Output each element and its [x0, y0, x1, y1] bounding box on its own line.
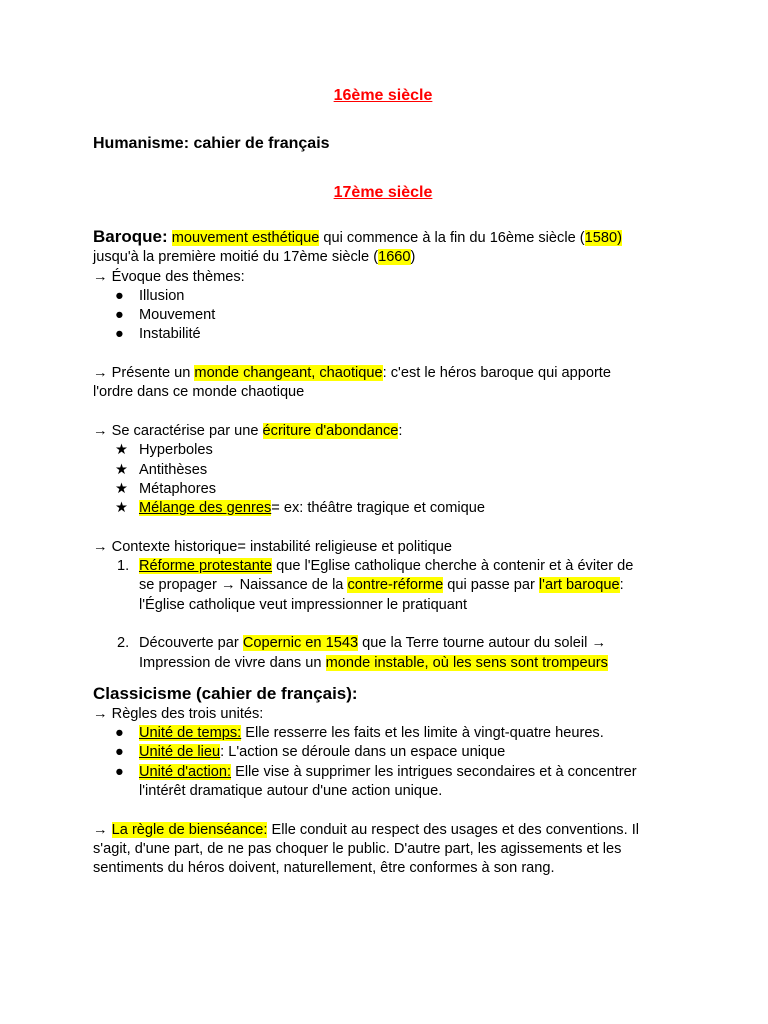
star-icon: ★ — [115, 461, 129, 478]
heading-16e-siecle: 16ème siècle — [333, 87, 433, 104]
highlight-unite-action: Unité d'action: — [139, 763, 232, 780]
list-item-text: Antithèses — [139, 461, 208, 478]
highlight-unite-temps: Unité de temps: — [139, 725, 242, 742]
text-span: Découverte par — [139, 635, 243, 652]
list-item-text: Mouvement — [139, 307, 216, 324]
presente-monde-line2: l'ordre dans ce monde chaotique — [93, 384, 305, 401]
highlight-melange-genres: Mélange des genres — [139, 500, 272, 517]
text-span: → Se caractérise par une — [93, 422, 263, 439]
figures-list — [93, 441, 673, 518]
highlight-1660: 1660 — [378, 249, 411, 266]
text-span: Elle conduit au respect des usages et des conventions. Il — [267, 821, 640, 838]
list-number: 2. — [117, 635, 130, 652]
text-span: : — [398, 422, 403, 439]
highlight-art-baroque: l'art baroque — [538, 577, 620, 594]
highlight-reforme-protestante: Réforme protestante — [139, 558, 273, 575]
heading-humanisme: Humanisme: cahier de français — [93, 135, 330, 152]
list-item-text: Instabilité — [139, 326, 201, 343]
text-span: : — [619, 577, 624, 594]
list-item-text: Métaphores — [139, 480, 217, 497]
star-icon: ★ — [115, 500, 129, 517]
list-item — [93, 634, 673, 673]
list-item — [93, 724, 673, 743]
list-item — [93, 763, 673, 802]
unites-list — [93, 724, 673, 801]
evoque-themes: → Évoque des thèmes: — [93, 268, 245, 285]
text-span: jusqu'à la première moitié du 17ème siècle ( — [93, 249, 379, 266]
list-item — [93, 461, 673, 480]
bullet-icon: ● — [115, 763, 124, 780]
text-span: : L'action se déroule dans un espace unique — [220, 744, 506, 761]
list-item — [93, 557, 673, 615]
highlight-1580: 1580) — [584, 230, 622, 246]
highlight-copernic: Copernic en 1543 — [242, 635, 359, 652]
spacer — [93, 615, 673, 634]
text-span: qui commence à la fin du 16ème siècle ( — [319, 230, 585, 246]
list-item — [93, 441, 673, 460]
heading-classicisme: Classicisme (cahier de français): — [93, 683, 358, 703]
regle-bienseance-line2: s'agit, d'une part, de ne pas choquer le public. D'autre part, les agissements et les — [93, 840, 622, 857]
contexte-list — [93, 557, 673, 673]
regle-bienseance — [93, 821, 673, 840]
text-span: = ex: théâtre tragique et comique — [271, 500, 486, 517]
text-span: Elle vise à supprimer les intrigues secondaires et à concentrer — [231, 763, 637, 780]
list-item-text: Illusion — [139, 287, 185, 304]
highlight-bienseance: La règle de bienséance: — [111, 821, 268, 838]
text-span: ) — [410, 249, 416, 266]
list-item — [93, 499, 673, 518]
star-icon: ★ — [115, 442, 129, 459]
highlight-monde-changeant: monde changeant, chaotique — [194, 365, 383, 382]
text-span: l'intérêt dramatique autour d'une action unique. — [139, 783, 443, 800]
themes-list — [93, 287, 673, 345]
list-item — [93, 743, 673, 762]
regles-trois-unites: → Règles des trois unités: — [93, 705, 264, 722]
baroque-definition-line2 — [93, 248, 673, 267]
highlight-ecriture-abondance: écriture d'abondance — [262, 422, 399, 439]
caracterise-ecriture — [93, 422, 673, 441]
document-content — [93, 86, 673, 879]
presente-monde — [93, 364, 673, 383]
bullet-icon: ● — [115, 287, 124, 304]
list-item — [93, 480, 673, 499]
bullet-icon: ● — [115, 326, 124, 343]
text-span: que l'Eglise catholique cherche à contenir et à éviter de — [272, 558, 634, 575]
baroque-label: Baroque: — [93, 227, 168, 246]
highlight-mouvement-esthetique: mouvement esthétique — [171, 230, 320, 246]
text-span: l'Église catholique veut impressionner le pratiquant — [139, 596, 468, 613]
list-number: 1. — [117, 558, 130, 575]
heading-17e-siecle: 17ème siècle — [333, 184, 433, 201]
text-span: → Présente un — [93, 365, 195, 382]
text-span: Elle resserre les faits et les limite à vingt-quatre heures. — [241, 725, 604, 742]
highlight-unite-lieu: Unité de lieu — [139, 744, 221, 761]
highlight-contre-reforme: contre-réforme — [347, 577, 444, 594]
bullet-icon: ● — [115, 725, 124, 742]
list-item — [93, 287, 673, 306]
text-span: Impression de vivre dans un — [139, 654, 326, 671]
highlight-monde-instable: monde instable, où les sens sont trompeurs — [325, 654, 608, 671]
bullet-icon: ● — [115, 744, 124, 761]
regle-bienseance-line3: sentiments du héros doivent, naturellement, être conformes à son rang. — [93, 860, 555, 877]
baroque-definition — [93, 227, 673, 248]
star-icon: ★ — [115, 480, 129, 497]
list-item — [93, 306, 673, 325]
list-item — [93, 325, 673, 344]
text-span: se propager → Naissance de la — [139, 577, 348, 594]
bullet-icon: ● — [115, 307, 124, 324]
text-span: que la Terre tourne autour du soleil → — [358, 635, 607, 652]
text-span: → — [93, 821, 112, 838]
text-span: : c'est le héros baroque qui apporte — [382, 365, 611, 382]
list-item-text: Hyperboles — [139, 442, 213, 459]
contexte-historique: → Contexte historique= instabilité religieuse et politique — [93, 538, 452, 555]
text-span: qui passe par — [443, 577, 539, 594]
